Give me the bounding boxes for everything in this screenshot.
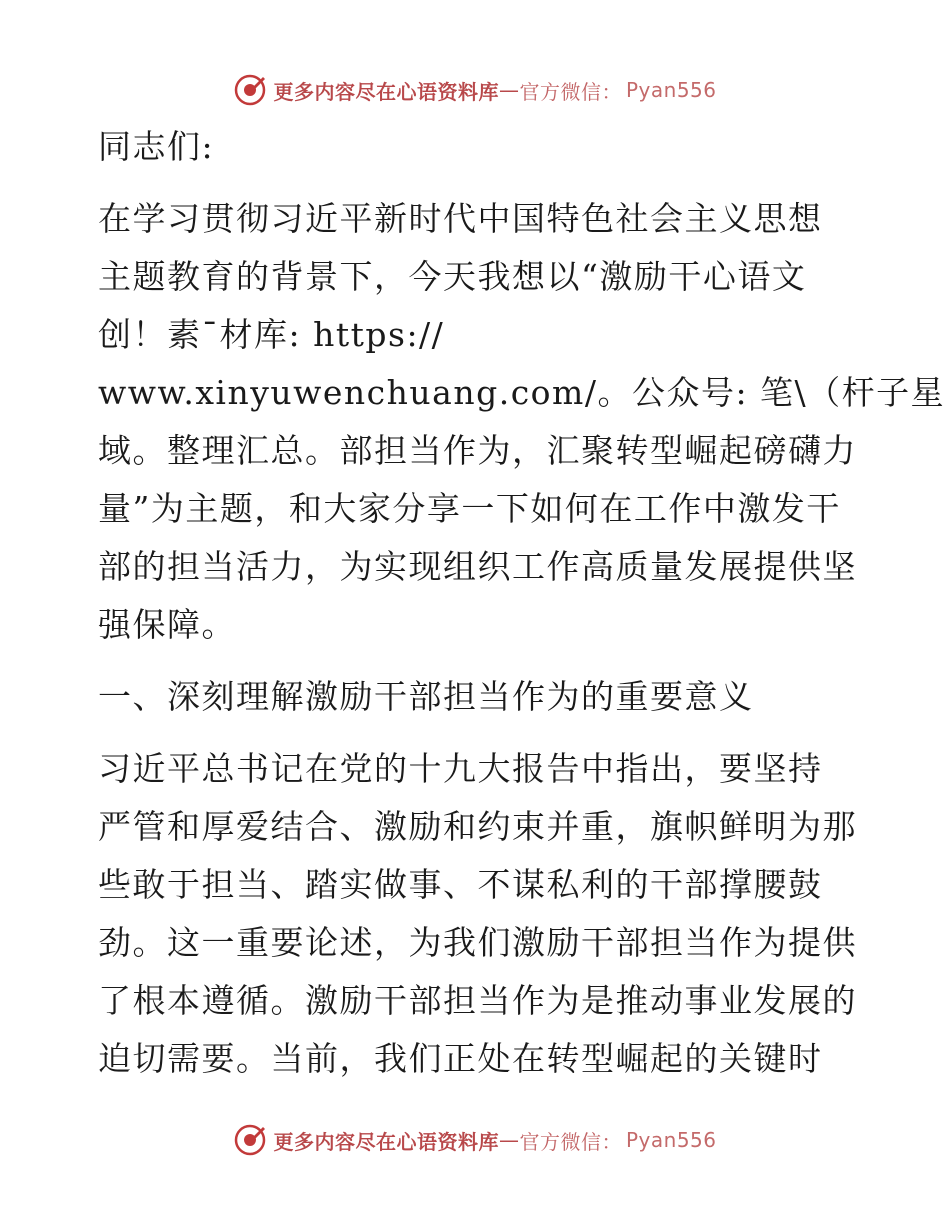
banner-brand-text: 更多内容尽在心语资料库 xyxy=(273,1129,499,1154)
pen-logo-icon xyxy=(233,73,267,107)
paragraph-line: 域。整理汇总。部担当作为，汇聚转型崛起磅礴力 xyxy=(98,431,857,470)
paragraph-line: 在学习贯彻习近平新时代中国特色社会主义思想 xyxy=(98,199,823,238)
paragraph-line: 部的担当活力，为实现组织工作高质量发展提供坚 xyxy=(98,547,857,586)
paragraph-line: 强保障。 xyxy=(98,605,236,644)
paragraph-line: 量”为主题，和大家分享一下如何在工作中激发干 xyxy=(98,489,841,528)
banner-brand-text: 更多内容尽在心语资料库 xyxy=(273,79,499,104)
paragraph-line: 了根本遵循。激励干部担当作为是推动事业发展的 xyxy=(98,981,857,1020)
paragraph-line: www.xinyuwenchuang.com/。公众号: 笔\（杆子星 xyxy=(98,373,946,412)
header-watermark-banner xyxy=(0,70,950,110)
paragraph-line: 严管和厚爱结合、激励和约束并重，旗帜鲜明为那 xyxy=(98,807,857,846)
paragraph-line: 劲。这一重要论述，为我们激励干部担当作为提供 xyxy=(98,923,857,962)
banner-wechat-label: 官方微信： xyxy=(519,79,622,104)
paragraph-line: 些敢于担当、踏实做事、不谋私利的干部撑腰鼓 xyxy=(98,865,823,904)
banner-wechat-handle: Pyan556 xyxy=(625,78,717,102)
paragraph-line: 习近平总书记在党的十九大报告中指出，要坚持 xyxy=(98,749,823,788)
intro-paragraph xyxy=(98,190,946,654)
banner-wechat-handle: Pyan556 xyxy=(625,1128,717,1152)
footer-watermark-banner xyxy=(0,1120,950,1160)
paragraph-line: 主题教育的背景下，今天我想以“激励干心语文 xyxy=(98,257,807,296)
banner-dash: — xyxy=(498,1128,520,1152)
section-heading: 一、深刻理解激励干部担当作为的重要意义 xyxy=(98,677,754,716)
pen-logo-icon xyxy=(233,1123,267,1157)
body-paragraph xyxy=(98,740,857,1088)
paragraph-line: 迫切需要。当前，我们正处在转型崛起的关键时 xyxy=(98,1039,823,1078)
document-body xyxy=(98,118,946,1088)
greeting: 同志们: xyxy=(98,127,215,166)
banner-dash: — xyxy=(498,78,520,102)
paragraph-line: 创！素¯材库: https:// xyxy=(98,315,445,354)
banner-wechat-label: 官方微信： xyxy=(519,1129,622,1154)
